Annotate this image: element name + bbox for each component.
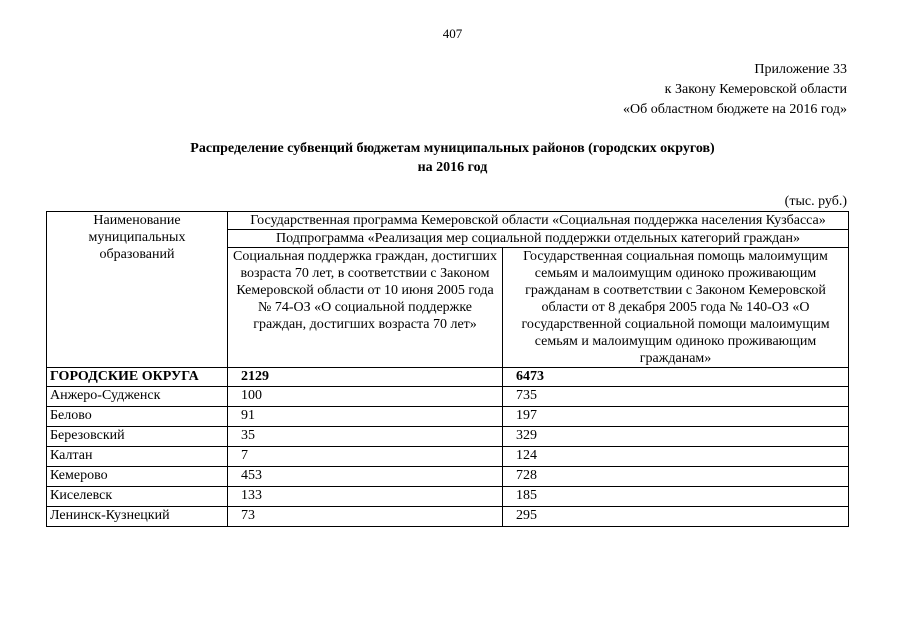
row-age-70: 35 [228,427,503,447]
subventions-table [46,211,849,527]
row-age-70: 7 [228,447,503,467]
header-subprogram: Подпрограмма «Реализация мер социальной поддержки отдельных категорий граждан» [228,230,849,248]
total-name: ГОРОДСКИЕ ОКРУГА [47,368,228,387]
table-row [47,487,849,507]
row-low-income: 728 [503,467,849,487]
table-row [47,507,849,527]
row-name: Березовский [47,427,228,447]
table-row [47,387,849,407]
header-col-low-income: Государственная социальная помощь малоимущим семьям и малоимущим одиноко проживающим гражданам в соответствии с Законом Кемеровской области от 8 декабря 2005 года № 140-ОЗ «О государственной социальной помощи малоимущим семьям и малоимущим одиноко проживающим гражданам» [503,248,849,368]
title-line-2: на 2016 год [417,160,488,175]
appendix-line-2: к Закону Кемеровской области [664,82,847,97]
table-row [47,427,849,447]
table-row [47,467,849,487]
row-low-income: 735 [503,387,849,407]
row-name: Белово [47,407,228,427]
row-name: Киселевск [47,487,228,507]
row-name: Ленинск-Кузнецкий [47,507,228,527]
row-low-income: 295 [503,507,849,527]
header-municipality: Наименование муниципальных образований [47,212,228,368]
row-low-income: 185 [503,487,849,507]
units-label: (тыс. руб.) [784,194,847,209]
row-name: Анжеро-Судженск [47,387,228,407]
row-age-70: 73 [228,507,503,527]
total-low-income: 6473 [503,368,849,387]
row-low-income: 197 [503,407,849,427]
document-title [0,139,905,177]
header-program: Государственная программа Кемеровской области «Социальная поддержка населения Кузбасса» [228,212,849,230]
page-number: 407 [442,26,463,41]
title-line-1: Распределение субвенций бюджетам муниципальных районов (городских округов) [190,141,715,156]
row-name: Калтан [47,447,228,467]
appendix-note [623,60,847,120]
appendix-line-3: «Об областном бюджете на 2016 год» [623,102,847,117]
total-age-70: 2129 [228,368,503,387]
table-row [47,407,849,427]
header-row-program [47,212,849,230]
row-low-income: 329 [503,427,849,447]
row-low-income: 124 [503,447,849,467]
row-age-70: 133 [228,487,503,507]
table-row-total [47,368,849,387]
row-age-70: 100 [228,387,503,407]
row-age-70: 453 [228,467,503,487]
header-col-age-70: Социальная поддержка граждан, достигших возраста 70 лет, в соответствии с Законом Кемеровской области от 10 июня 2005 года № 74-ОЗ «О социальной поддержке граждан, достигших возраста 70 лет» [228,248,503,368]
row-age-70: 91 [228,407,503,427]
appendix-line-1: Приложение 33 [754,62,847,77]
table-row [47,447,849,467]
row-name: Кемерово [47,467,228,487]
